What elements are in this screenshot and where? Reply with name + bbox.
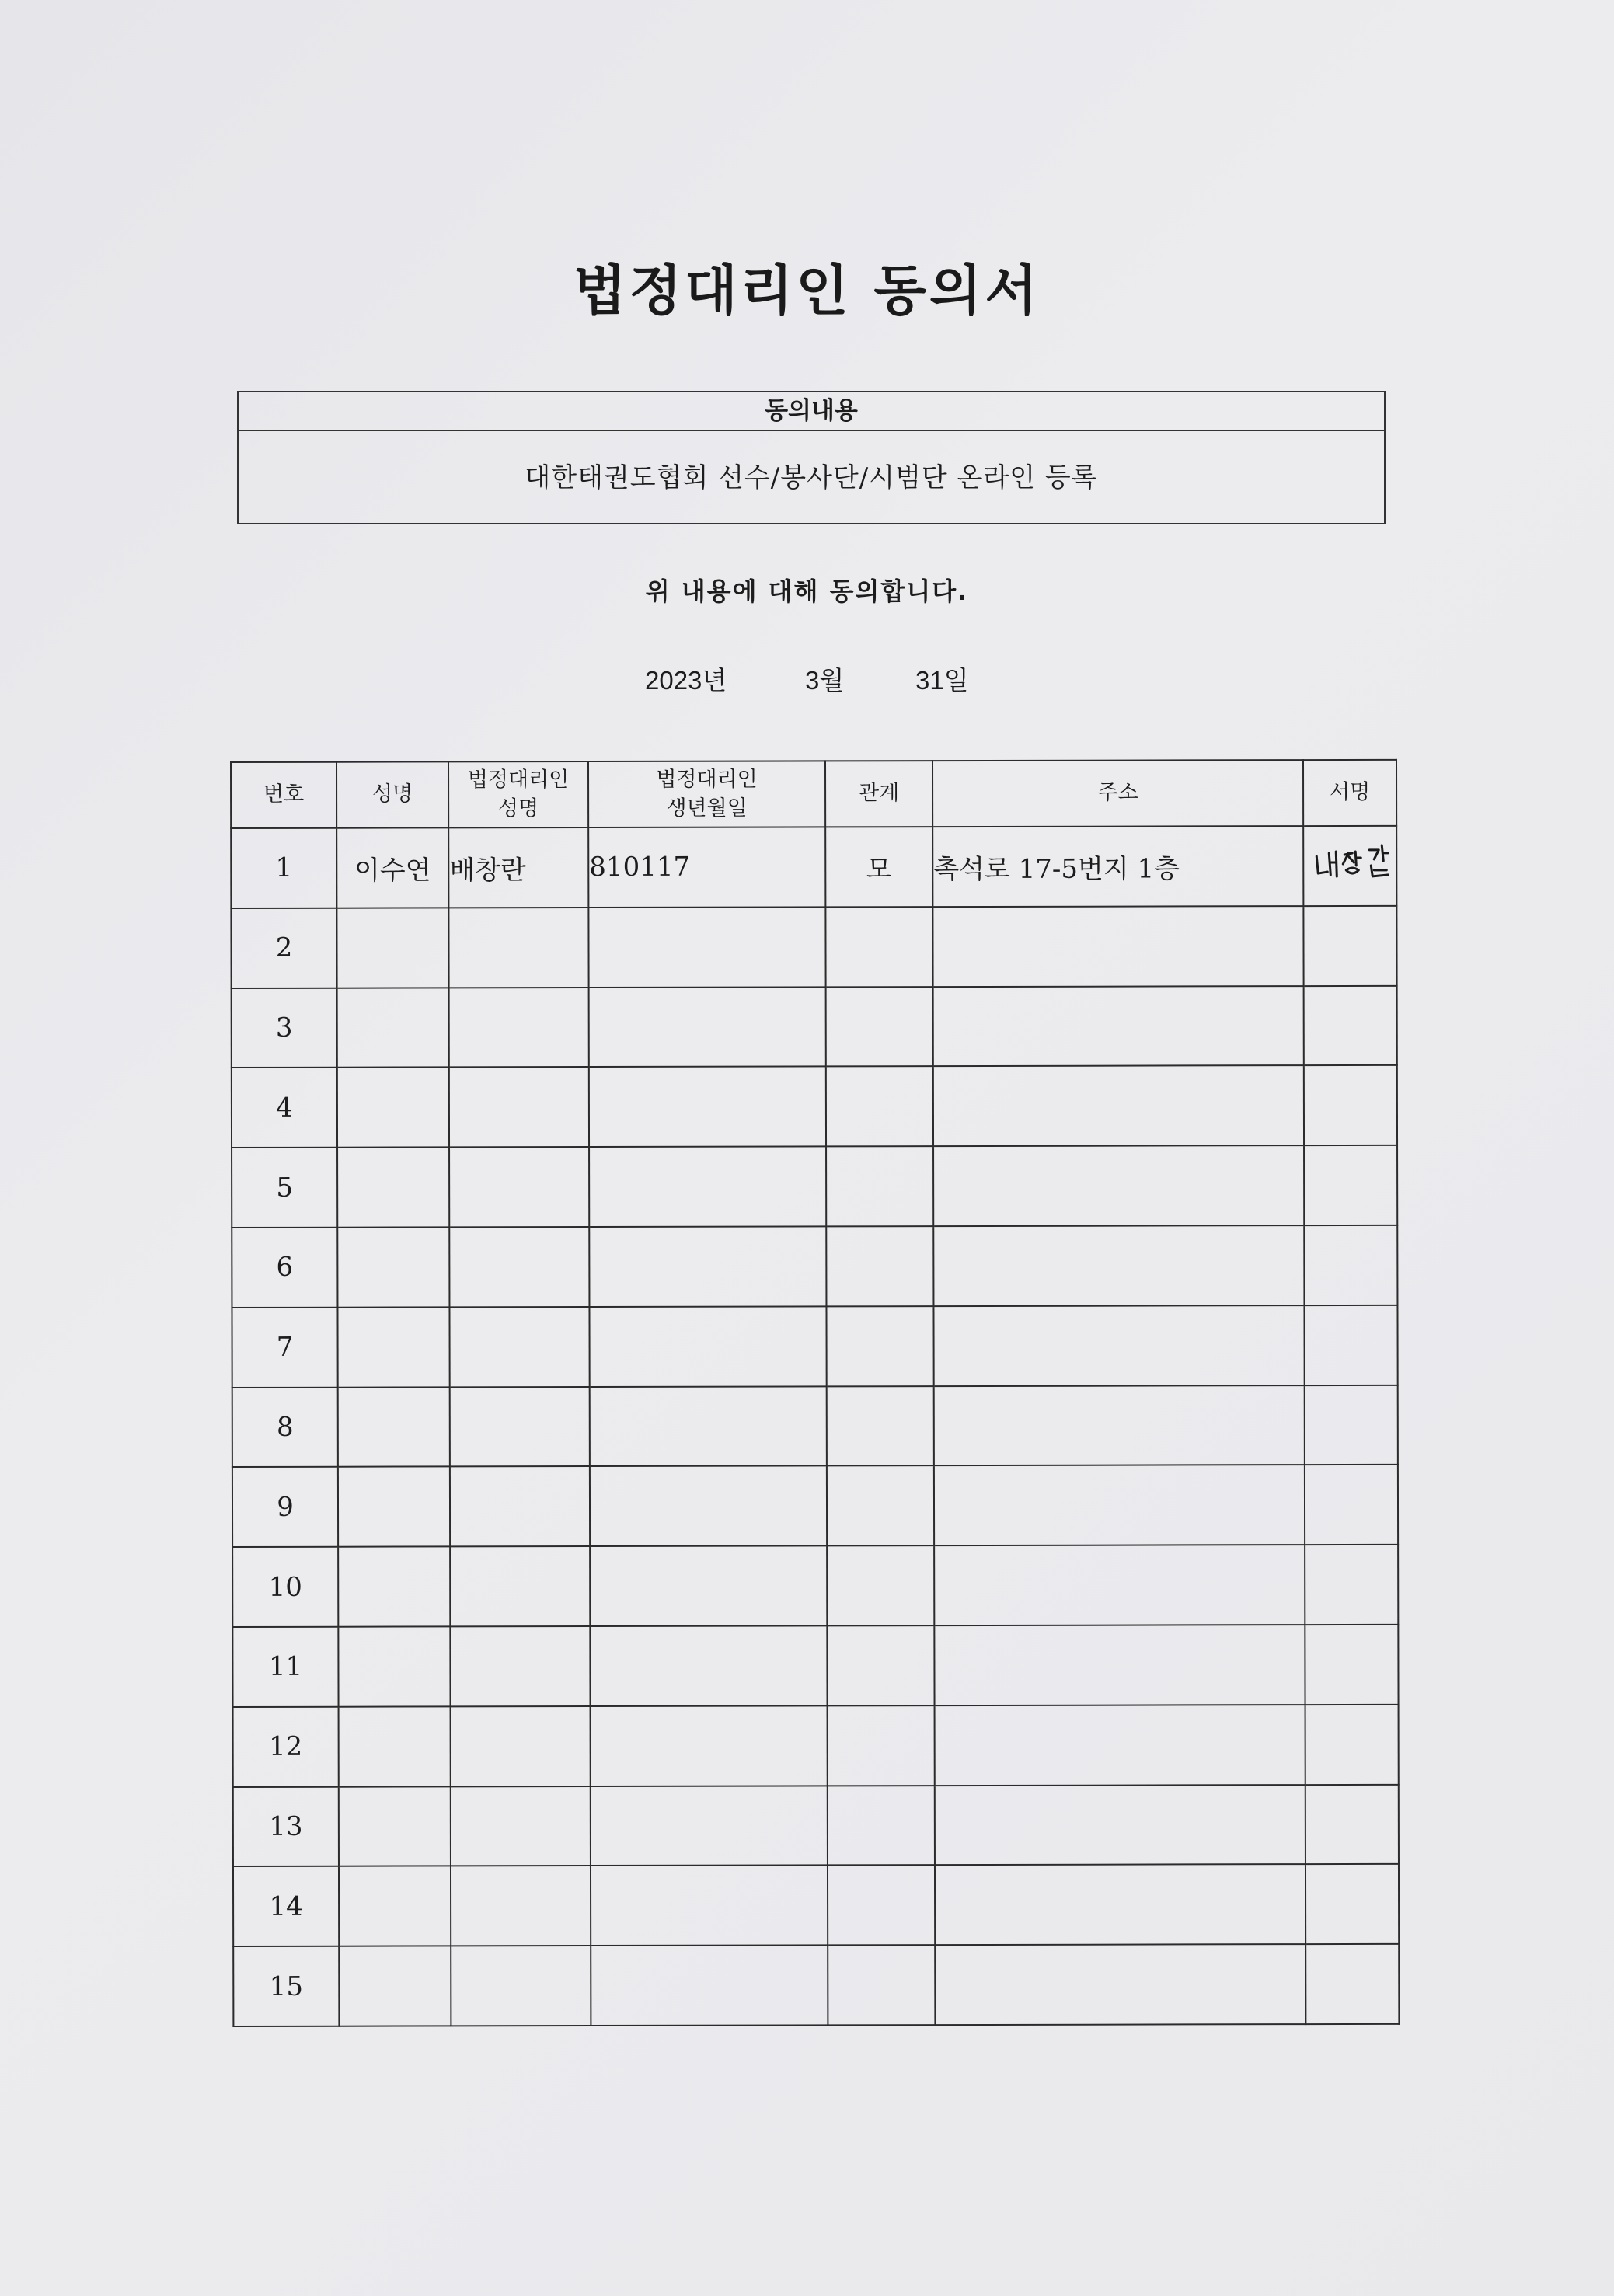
- relation-cell: [826, 1066, 933, 1146]
- date-year: 2023년: [645, 666, 727, 695]
- guardian-name-cell: [449, 1067, 589, 1147]
- signature-cell: [1305, 1545, 1398, 1625]
- guardian-birth-cell: [589, 1067, 826, 1147]
- table-row: [232, 1465, 1398, 1547]
- row-number-cell: 1: [231, 828, 336, 908]
- row-number-cell: 14: [233, 1866, 339, 1946]
- table-row: [232, 1065, 1397, 1148]
- guardian-birth-cell: [590, 1625, 827, 1705]
- address-cell: [935, 1944, 1305, 2025]
- signature-cell: [1305, 1944, 1399, 2024]
- guardian-birth-cell: [588, 907, 825, 987]
- table-row: [233, 1784, 1399, 1866]
- guardian-roster-table: [230, 759, 1400, 2027]
- signature-cell: [1304, 1065, 1397, 1145]
- relation-cell: [825, 907, 932, 987]
- guardian-birth-cell: [591, 1946, 828, 2026]
- header-address: 주소: [932, 760, 1303, 827]
- signature-cell: [1305, 1625, 1398, 1705]
- header-name: 성명: [336, 761, 448, 827]
- guardian-name-cell: [451, 1706, 591, 1786]
- address-cell: [932, 906, 1303, 987]
- guardian-name-cell: [449, 988, 589, 1068]
- name-cell: [339, 1946, 451, 2026]
- name-cell: [337, 1148, 449, 1228]
- signature-cell: [1305, 1465, 1398, 1545]
- guardian-name-cell: [448, 908, 588, 988]
- signature-cell: [1304, 1145, 1397, 1225]
- table-row: [232, 1385, 1398, 1467]
- relation-cell: [827, 1625, 934, 1705]
- table-body: [231, 826, 1399, 2026]
- header-guardian-birth-line1: 법정대리인: [656, 767, 758, 792]
- date-day: 31일: [915, 666, 969, 695]
- signature-cell: [1303, 826, 1396, 906]
- guardian-birth-cell: [589, 1306, 826, 1386]
- table-row: [232, 1305, 1397, 1388]
- header-guardian-name-line1: 법정대리인: [467, 768, 570, 793]
- guardian-birth-cell: [590, 1546, 827, 1626]
- consent-header: 동의내용: [239, 392, 1384, 431]
- guardian-birth-cell: [589, 1147, 826, 1227]
- relation-cell: [828, 1786, 935, 1866]
- address-cell: [934, 1465, 1305, 1545]
- relation-cell: [828, 1705, 935, 1786]
- table-row: [232, 1225, 1397, 1308]
- relation-cell: [827, 1465, 934, 1545]
- header-guardian-name-line2: 성명: [498, 796, 539, 820]
- address-cell: [933, 1065, 1304, 1146]
- guardian-name-cell: 배창란: [448, 827, 588, 908]
- name-cell: [337, 1307, 449, 1387]
- address-cell: [933, 1305, 1304, 1386]
- signature-cell: [1304, 1225, 1397, 1305]
- header-guardian-birth-line2: 생년월일: [666, 796, 748, 820]
- relation-cell: 모: [825, 827, 932, 907]
- name-cell: [336, 908, 448, 988]
- name-cell: [337, 988, 449, 1068]
- document-title: 법정대리인 동의서: [573, 259, 1041, 322]
- date-month: 3월: [805, 666, 845, 695]
- row-number-cell: 7: [232, 1307, 337, 1387]
- consent-content: 대한태권도협회 선수/봉사단/시범단 온라인 등록: [525, 462, 1098, 493]
- header-relation: 관계: [825, 761, 932, 827]
- handwritten-signature: [1312, 839, 1397, 886]
- table-header-row: [231, 760, 1396, 828]
- relation-cell: [826, 1306, 933, 1386]
- address-cell: [935, 1705, 1305, 1786]
- row-number-cell: 15: [233, 1946, 339, 2026]
- address-cell: 촉석로 17-5번지 1층: [932, 826, 1303, 907]
- address-cell: [933, 1225, 1304, 1306]
- guardian-name-cell: [449, 1227, 589, 1307]
- row-number-cell: 4: [232, 1068, 337, 1148]
- address-cell: [935, 1864, 1305, 1945]
- table-row: [233, 1864, 1399, 1946]
- guardian-birth-cell: 810117: [588, 827, 825, 907]
- guardian-name-cell: [449, 1147, 589, 1227]
- relation-cell: [826, 1226, 933, 1306]
- guardian-name-cell: [449, 1307, 589, 1387]
- guardian-name-cell: [451, 1866, 591, 1946]
- signature-cell: [1305, 1705, 1399, 1785]
- agreement-text: 위 내용에 대해 동의합니다.: [645, 577, 969, 606]
- table-row: [231, 826, 1396, 908]
- header-signature: 서명: [1303, 760, 1396, 826]
- name-cell: 이수연: [336, 827, 448, 908]
- signature-cell: [1304, 1305, 1397, 1385]
- name-cell: [337, 1068, 449, 1148]
- address-cell: [934, 1385, 1305, 1466]
- table-row: [232, 985, 1397, 1068]
- address-cell: [934, 1545, 1305, 1625]
- table-row: [233, 1944, 1399, 2026]
- address-cell: [934, 1625, 1305, 1705]
- name-cell: [339, 1866, 451, 1946]
- row-number-cell: 2: [231, 908, 336, 988]
- guardian-birth-cell: [590, 1386, 827, 1466]
- row-number-cell: 6: [232, 1228, 337, 1308]
- address-cell: [933, 986, 1304, 1067]
- signature-cell: [1305, 1864, 1399, 1944]
- header-guardian-name: [448, 761, 588, 827]
- name-cell: [339, 1786, 451, 1866]
- name-cell: [339, 1706, 451, 1786]
- guardian-birth-cell: [589, 987, 826, 1067]
- table-row: [232, 1145, 1397, 1228]
- relation-cell: [827, 1545, 934, 1625]
- row-number-cell: 3: [232, 988, 337, 1068]
- guardian-birth-cell: [589, 1226, 826, 1306]
- row-number-cell: 5: [232, 1148, 337, 1228]
- table-row: [232, 1625, 1398, 1707]
- address-cell: [935, 1785, 1305, 1866]
- header-number: 번호: [231, 762, 336, 828]
- relation-cell: [826, 1146, 933, 1226]
- row-number-cell: 10: [232, 1547, 338, 1627]
- row-number-cell: 9: [232, 1467, 338, 1547]
- relation-cell: [826, 987, 933, 1067]
- signature-cell: [1303, 906, 1396, 986]
- guardian-name-cell: [451, 1946, 591, 2026]
- guardian-name-cell: [450, 1546, 590, 1626]
- signature-cell: [1305, 1385, 1398, 1465]
- name-cell: [338, 1626, 450, 1706]
- signature-cell: [1305, 1784, 1399, 1864]
- relation-cell: [828, 1865, 935, 1945]
- row-number-cell: 13: [233, 1786, 339, 1866]
- guardian-name-cell: [451, 1786, 591, 1866]
- row-number-cell: 12: [233, 1706, 339, 1786]
- address-cell: [933, 1145, 1304, 1226]
- consent-box: [237, 391, 1386, 524]
- guardian-birth-cell: [590, 1466, 827, 1546]
- guardian-birth-cell: [591, 1705, 828, 1786]
- name-cell: [338, 1467, 450, 1547]
- name-cell: [338, 1387, 450, 1467]
- table-row: [233, 1705, 1399, 1787]
- guardian-birth-cell: [591, 1866, 828, 1946]
- header-guardian-birth: [588, 761, 825, 827]
- guardian-name-cell: [450, 1387, 590, 1467]
- table-row: [232, 1545, 1398, 1627]
- guardian-name-cell: [450, 1466, 590, 1546]
- guardian-birth-cell: [591, 1786, 828, 1866]
- signature-cell: [1304, 985, 1397, 1065]
- relation-cell: [828, 1945, 935, 2025]
- relation-cell: [827, 1386, 934, 1466]
- name-cell: [338, 1547, 450, 1627]
- guardian-name-cell: [450, 1626, 590, 1706]
- row-number-cell: 11: [232, 1627, 338, 1707]
- name-cell: [337, 1227, 449, 1307]
- row-number-cell: 8: [232, 1387, 338, 1467]
- table-row: [231, 906, 1396, 988]
